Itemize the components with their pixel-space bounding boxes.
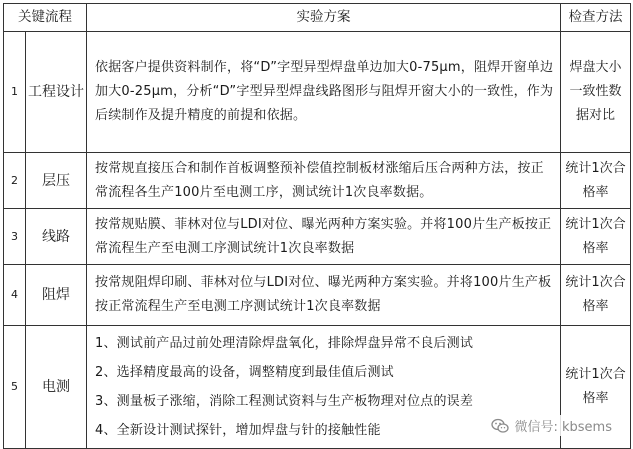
plan-cell bbox=[87, 153, 561, 209]
method-text: 统计1次合格率 bbox=[565, 160, 626, 200]
row-number: 4 bbox=[4, 265, 26, 326]
plan-text: 按常规直接压合和制作首板调整预补偿值控制板材涨缩后压合两种方法，按正常流程各生产100片至电测工序，测试统计1次良率数据。 bbox=[95, 160, 544, 200]
method-text: 统计1次合格率 bbox=[565, 275, 626, 314]
wechat-icon bbox=[491, 418, 509, 434]
process-name: 线路 bbox=[26, 209, 87, 265]
method-text: 统计1次合格率 bbox=[565, 367, 626, 406]
method-text: 焊盘大小一致性数据对比 bbox=[569, 60, 622, 123]
table-row bbox=[4, 265, 631, 326]
list-item: 2、选择精度最高的设备，调整精度到最佳值后测试 bbox=[95, 365, 394, 380]
watermark-text: 微信号: kbsems bbox=[514, 420, 612, 435]
process-table bbox=[3, 3, 631, 449]
table-row bbox=[4, 153, 631, 209]
plan-text: 按常规贴膜、菲林对位与LDI对位、曝光两种方案实验。并将100片生产板按正常流程生产至电测工序测试统计1次良率数据 bbox=[95, 216, 552, 256]
row-number: 1 bbox=[4, 32, 26, 153]
header-key-process: 关键流程 bbox=[4, 4, 87, 32]
test-steps-list bbox=[95, 329, 554, 445]
plan-cell bbox=[87, 32, 561, 153]
process-name: 层压 bbox=[26, 153, 87, 209]
list-item: 1、测试前产品过前处理清除焊盘氧化，排除焊盘异常不良后测试 bbox=[95, 336, 474, 351]
table-header-row bbox=[4, 4, 631, 32]
method-cell bbox=[561, 153, 631, 209]
process-name: 阻焊 bbox=[26, 265, 87, 326]
method-cell bbox=[561, 32, 631, 153]
row-number: 5 bbox=[4, 326, 26, 449]
method-cell bbox=[561, 209, 631, 265]
method-cell bbox=[561, 265, 631, 326]
table-row bbox=[4, 32, 631, 153]
table-row bbox=[4, 209, 631, 265]
plan-text: 依据客户提供资料制作，将“D”字型异型焊盘单边加大0-75μm，阻焊开窗单边加大0-25μm，分析“D”字型异型焊盘线路图形与阻焊开窗大小的一致性，作为后续制作及提升精度的前提和依据。 bbox=[95, 60, 554, 123]
wechat-watermark bbox=[488, 415, 615, 436]
list-item: 4、全新设计测试探针，增加焊盘与针的接触性能 bbox=[95, 423, 381, 438]
plan-text: 按常规阻焊印刷、菲林对位与LDI对位、曝光两种方案实验。并将100片生产板按正常流程生产至电测工序测试统计1次良率数据 bbox=[95, 275, 552, 314]
list-item: 3、测量板子涨缩，消除工程测试资料与生产板物理对位点的误差 bbox=[95, 394, 474, 409]
header-experiment-plan: 实验方案 bbox=[87, 4, 561, 32]
plan-cell bbox=[87, 265, 561, 326]
process-name: 工程设计 bbox=[26, 32, 87, 153]
method-text: 统计1次合格率 bbox=[565, 216, 626, 256]
row-number: 2 bbox=[4, 153, 26, 209]
process-name: 电测 bbox=[26, 326, 87, 449]
row-number: 3 bbox=[4, 209, 26, 265]
plan-cell bbox=[87, 209, 561, 265]
header-check-method: 检查方法 bbox=[561, 4, 631, 32]
